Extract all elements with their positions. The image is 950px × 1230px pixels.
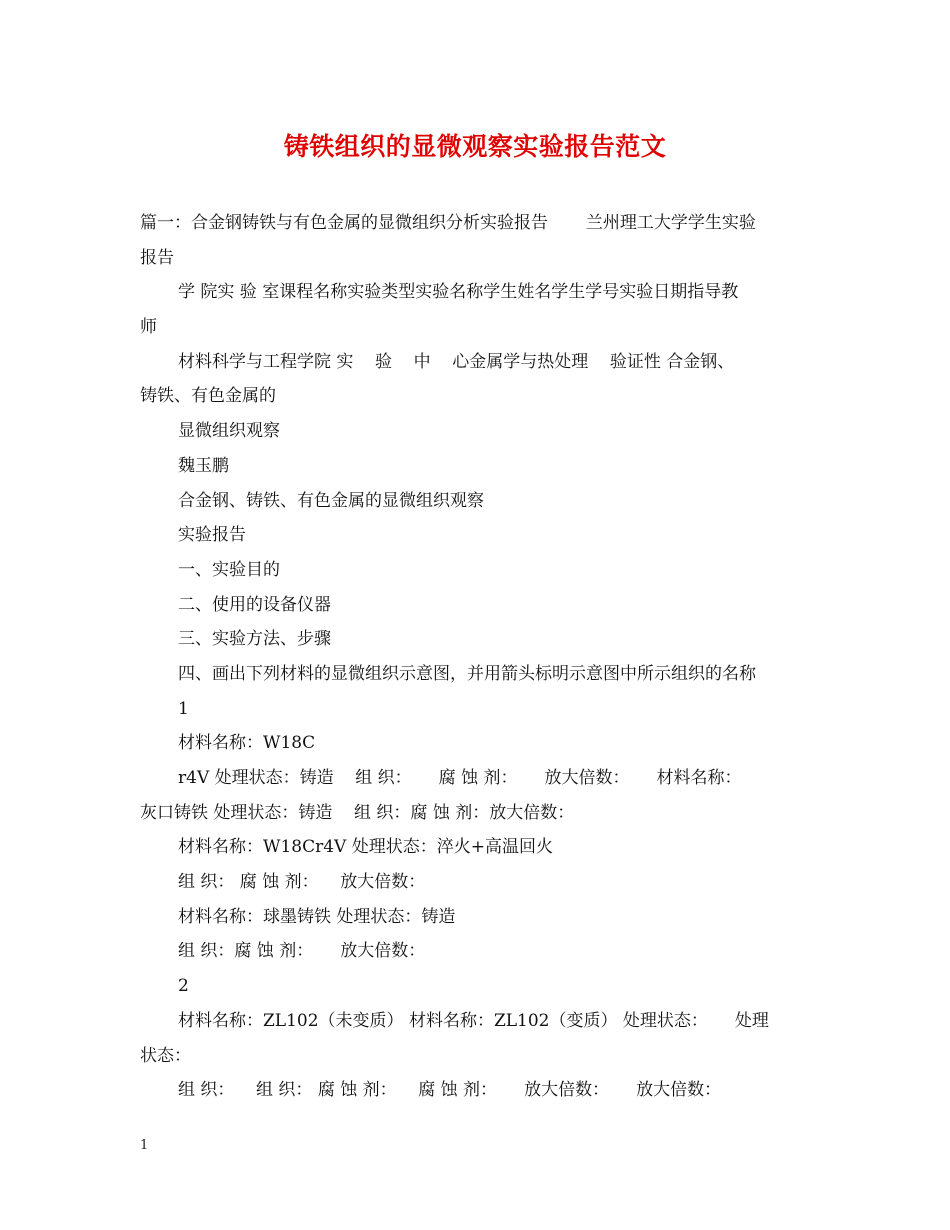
text-line: 魏玉鹏 [178,455,229,476]
text-line: 合金钢、铸铁、有色金属的显微组织观察 [178,490,484,511]
page-number: 1 [140,1138,149,1153]
text-line: 组 织： 腐 蚀 剂： 放大倍数： [178,872,426,893]
section-heading: 二、使用的设备仪器 [178,594,331,615]
text-line: 显微组织观察 [178,421,280,442]
text-line: 2 [178,976,189,997]
text-line: 材料科学与工程学院 实 验 中 心金属学与热处理 验证性 合金钢、 [178,351,735,372]
document-title: 铸铁组织的显微观察实验报告范文 [283,132,667,161]
document-body [140,206,812,1108]
text-line: 实验报告 [178,525,246,546]
text-line: 学 院实 验 室课程名称实验类型实验名称学生姓名学生学号实验日期指导教 [178,282,739,303]
section-heading: 四、画出下列材料的显微组织示意图，并用箭头标明示意图中所示组织的名称 [178,663,756,684]
text-line: 组 织：腐 蚀 剂： 放大倍数： [178,941,426,962]
text-line: 状态： [140,1045,191,1066]
text-line: 师 [140,317,157,338]
text-line: 报告 [140,247,174,268]
text-line: 材料名称：ZL102（未变质） 材料名称：ZL102（变质） 处理状态： 处理 [178,1010,769,1031]
text-line: 灰口铸铁 处理状态：铸造 组 织：腐 蚀 剂：放大倍数： [140,802,575,823]
text-line: r4V 处理状态：铸造 组 织： 腐 蚀 剂： 放大倍数： 材料名称： [178,768,742,788]
section-heading: 一、实验目的 [178,559,280,580]
text-line: 材料名称：W18Cr4V 处理状态：淬火+高温回火 [178,837,553,858]
section-heading: 三、实验方法、步骤 [178,629,331,650]
text-line: 铸铁、有色金属的 [140,386,276,407]
text-line: 组 织： 组 织： 腐 蚀 剂： 腐 蚀 剂： 放大倍数： 放大倍数： [178,1080,722,1101]
text-line: 篇一：合金钢铸铁与有色金属的显微组织分析实验报告 兰州理工大学学生实验 [140,213,756,233]
text-line: 材料名称：球墨铸铁 处理状态：铸造 [178,906,456,927]
text-line: 1 [178,698,189,719]
text-line: 材料名称：W18C [178,733,316,754]
